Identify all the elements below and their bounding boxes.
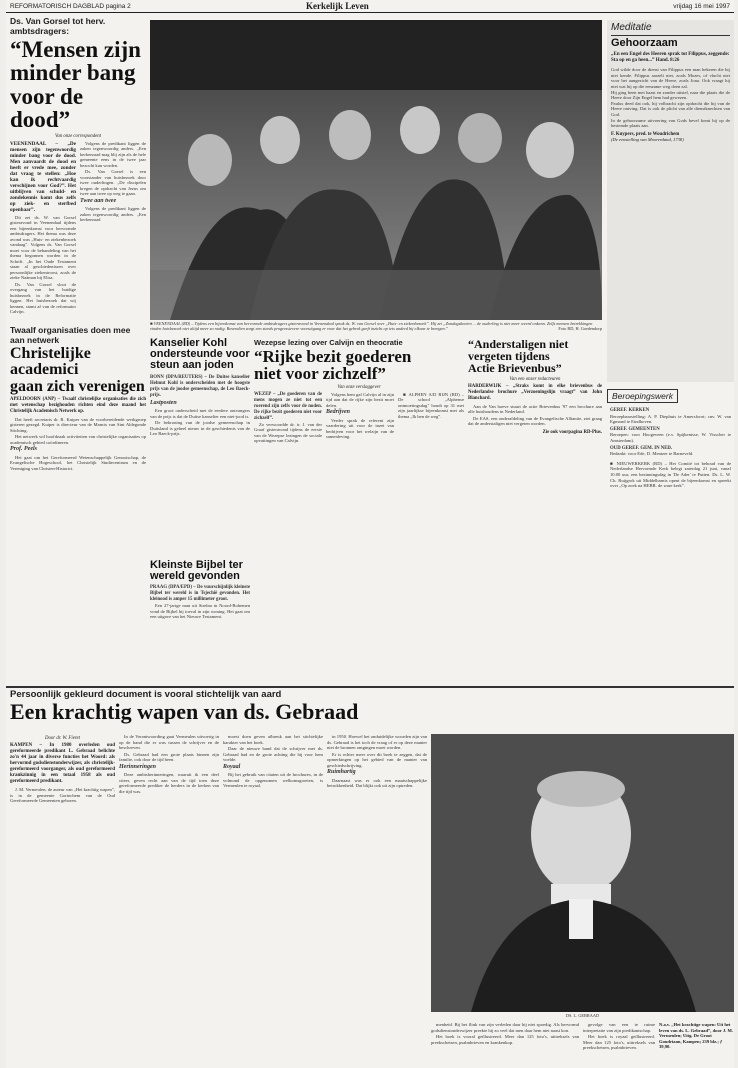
gebraad-col-5: menheid. Bij het flink van zijn verleden daar hij niet spoedig. Als hervormd godsdienstonderwijzer preekte hij zo veel dat men daar hem niet naast kon. Het boek is vooral geïllustreerd. Meer dan 125 foto's, uittreksels van preekschetsen, psalmbrieven en krankenkop. [431, 1022, 579, 1045]
gebraad-kicker: Persoonlijk gekleurd document is vooral stichtelijk van aard [10, 689, 282, 700]
lead-subheading: Twee aan twee [80, 197, 117, 204]
photo-gebraad [431, 734, 734, 1012]
alphen-brief: ■ ALPHEN A/D RIJN (RD) – De school „Alphense ontmoetingsdag” houdt op 31 mei zijn jaarlijkse bijeenkomst met als thema „Ik ben de weg”. [398, 391, 464, 419]
calvijn-article: Wezepse lezing over Calvijn en theocratie “Rijke bezit goederen niet voor zichzelf” Van onze verslaggever WEZEP – „De goederen van de mens mogen ze niet tot een roerend zijn zelfs voor de noden. De rijke bezit goederen niet voor zichzelf”. Zo verwoordde dr. ir. J. van der Graaf gisteravond tijdens de eerste van de Wezepse lezingen de sociale opvattingen van Calvijn. Volgens hem gaf Calvijn al in zijn tijd aan dat de rijke zijn bezit moet delen. Bedrijven Verder sprak de referent zijn vaardering uit voor de inzet van bedrijven voor het welzijn van de samenleving. ■ ALPHEN A/D RIJN (RD) – De school „Alphense ontmoetingsdag” houdt op 31 mei zijn jaarlijkse bijeenkomst met als thema „Ik ben de weg”. [254, 338, 464, 444]
header-date: vrijdag 16 mei 1997 [673, 3, 730, 10]
academici-kicker: Twaalf organisaties doen mee aan netwerk [10, 325, 131, 345]
kohl-headline: Kanselier Kohl ondersteunde voor steun aan joden [150, 338, 250, 372]
gebraad-col-6: gevolge van een te ruime interpretatie van zijn predikantschap. Het boek is royaal geïllustreerd. Meer dan 125 foto's, uittreksels van preekschetsen, psalmbrieven. [583, 1022, 655, 1050]
beroepingswerk: Beroepingswerk GEREF. KERKEN Beroepbaarstelling: A. P. Diephuis te Amersfoort; cnv. W. van Egmond te Eindhoven. GEREF. GEMEENTEN Beroepen: voor Hoogeveen (e.v. Spijkenisse, W. Visscher te Amsterdam). OUD GEREF. GEM. IN NED. Bedankt: voor Ede, D. Mentzer te Barneveld. ■ NIEUWERKERK (RD) – Het Comité tot behoud van de Nederlandse Hervormde Kerk belegt zaterdag 21 juni, vanaf 10.00 uur, een bezinningsdag in 'De Ader' te Putten. Ds. L. W. Ch. Ruijgrok uit Middelharnis opent de bijeenkomst en spreekt over „Op zoek na HEBR. de ware kerk”. [607, 386, 734, 682]
gebraad-headline: Een krachtig wapen van ds. Gebraad [10, 699, 359, 724]
kohl-article: Kanselier Kohl ondersteunde voor steun aan joden BONN (DPA/REUTERS) – De Duitse kanselier Helmut Kohl is onderscheiden met de hoogste prijs van de joodse gemeenschap, de Leo Baeck-prijs. Lastposten Een groot onderscheid met de eerdere ontvangers van de prijs is dat de Duitse kanselier een niet-jood is. De bekroning van de joodse gemeenschap in Duitsland is geheel nieuw in de geschiedenis van de Leo Baeck-prijs. [150, 338, 250, 437]
gebraad-col-2: In de Verantwoording gaat Vermeulen uitvoerig in op de band die er was tussen de schrijver en de beschreven. Ds. Gebraad had een grote plaats binnen zijn familie, ook door de tijd heen. Herinneringen Deze ambtsherinneringen, waaruit ik een deel citeer, geven recht aan van de tijd toen deze gereformeerde prediker de herders in de kerken van die tijd was. [119, 734, 219, 794]
academici-headline: Christelijke academici gaan zich verenigen [10, 345, 145, 395]
gebraad-heading [10, 689, 730, 731]
calvijn-headline: “Rijke bezit goederen niet voor zichzelf” [254, 347, 412, 384]
lead-intro: VEENENDAAL – „De mensen zijn tegenwoordig minder bang voor de dood. Men aanvaardt de dood en heeft er vrede mee, zonder dat vraag te stellen: „Hoe kan ik rechtvaardig verschijnen voor God?”. Het uitblijven van schuld- en zondekennis komt dus zelfs op ziek- en sterfbed openbaar”. [10, 140, 76, 213]
meditatie-source: (De eenstelling van Moorerdand, 1738) [611, 136, 684, 142]
brievenbus-headline: “Anderstaligen niet vergeten tijdens Actie Brievenbus” [468, 338, 569, 376]
photo-meeting-caption: ■ VEENENDAAL (RD) – Tijdens een bijeenkomst van hervormde ambtsdragers gisteravond in Veenendaal sprak ds. W. van Gorsel over „Huis- en ziekenbezoek”. Hij zei „Zondagskoeien ... de ouderling is niet meer weerd onkenn. Zelfs mensen betrekkingen vinden huisbezoek niet altijd meer zo nodig. Bovendien zorgt een steeds progressievere vooruitgang er voor dat het gebrek geeft inzicht op iets anderd bij elkaar te brengen.” Foto RD, H. Goedendorp [150, 321, 602, 331]
gebraad-col-1: Door dr. W. Fieret KAMPEN – In 1980 overleden oud gereformeerde predikant L. Gebraad belichte zo'n 44 jaar in diverse functies het Woord: als hervormd godsdienstonderwijzer, als christelijk-gereformeerd voorganger, als oud gereformeerd krankzinnig in een totaal 1958 als oud gereformeerd predikant. J. M. Vermeulen, de auteur van „Het krachtig wapen”, is in de gemeente Gorinchem van de Oud Gereformeerde Gemeenten geboren. [10, 736, 115, 803]
academici-article: Twaalf organisaties doen mee aan netwerk Christelijke academici gaan zich verenigen APELDOORN (ANP) – Twaalf christelijke organisaties die zich met wetenschap bezighouden richten eind deze maand het Christelijk Academisch Netwerk op. Dat heeft secretaris dr. R. Kuiper van de voorbereidende werkgroep gisteren gezegd. Kuiper is directeur van de Marnix van Sint Aldegonde Stichting. Het netwerk wil hoofdzaak activiteiten van christelijke organisaties op academisch gebied coördineren. Prof. Peels Het gaat om het Gereformeerd Wetenschappelijk Genootschap, de Evangelische Hogeschool, het Christelijk Studiecentrum en de Vereniging van Christen-Historici. [10, 325, 146, 471]
lead-byline: Van onze correspondent [55, 133, 101, 139]
photo-meeting-image [150, 20, 602, 320]
beroepingswerk-section: Beroepingswerk [607, 389, 678, 403]
calvijn-kicker: Wezepse lezing over Calvijn en theocratie [254, 338, 403, 347]
gebraad-nav: N.a.v. „Het krachtige wapen: Uit het leven van ds. L. Gebraad”, door J. M. Vermeulen; Uitg. De Groot Goudriaan, Kampen; 239 blz.; ƒ 39,90. [659, 1022, 733, 1049]
section-rule [6, 686, 734, 688]
brievenbus-article: “Anderstaligen niet vergeten tijdens Actie Brievenbus” Van een onzer redacteuren HARDERWIJK – „Straks komt in elke brievenbus de Nederlandse brochure „Verzoeningslijn vraagt” van John Blanchard. Aan de Van hoeve stuurt de actie Brievenbus '97 een brochure aan alle huishoudens in Nederland. De EAS, een onderafdeling van de Evangelische Alliantie, ziet graag dat de anderstaligen niet vergeten worden. Zie ook voorpagina RD-Plus. [468, 338, 602, 435]
newspaper-page [6, 0, 734, 1068]
meditatie-signature: F. Kuypers, pred. te Woudrichem [611, 131, 680, 137]
gebraad-col-3: moest doen geven afbreuk aan het stichtelijke karakter van het boek. Daar de nieuwe band dat de schrijver met ds. Gebraad had en de grote achting die hij voor hem voelde. Royaal Bij het gebruik van citaten uit de brochures, in de volmond de opgenomen welkomsgroeten, is Vermeulen te royaal. [223, 734, 323, 788]
gebraad-col-4: in 1950. Hoewel het onduidelijke woorden zijn van ds. Gebraad is het toch de vraag of er op deze manier niet de bronnen ontgingen moet worden. Er is echter meer over dit boek te zeggen, dat de opmerkingen op het gebied van de manier van geschiedschrijving. Ruimhartig Daarnaast was er ook een maatschappelijke betrokkenheid. Dat blijkt ook uit zijn optreden. [327, 734, 427, 788]
bijbel-article: Kleinste Bijbel ter wereld gevonden PRAAG (DPA/EPD) – De vuurschijnlijk kleinste Bijbel ter wereld is in Tsjechië gevonden. Het kleinood is amper 15 millimeter groot. Een 27-jarige man uit Strelna in Noord-Bohemen vond de Bijbel bij toeval in zijn woning. Het gaat om een uitgave van het Nieuwe Testament. [150, 560, 250, 620]
header-section: Kerkelijk Leven [306, 1, 369, 11]
lead-headline: “Mensen zijn minder bang voor de dood” [10, 37, 141, 133]
meditatie-section: Meditatie [611, 22, 652, 33]
meditatie-quote: „En een Engel des Heeren sprak tot Filippus, zeggende: Sta op en ga heen...” Hand. 8:26 [611, 52, 730, 64]
photo-credit: Foto RD, H. Goedendorp [558, 326, 602, 331]
photo-meeting [150, 20, 602, 320]
page-header [6, 0, 734, 13]
meditatie-box: Meditatie Gehoorzaam „En een Engel des Heeren sprak tot Filippus, zeggende: Sta op en ga heen...” Hand. 8:26 God wilde door de dienst van Filippus een man bekeren die hij niet kende. Filippus aarzelt niet, zoals Mozes, of vlucht niet voor het aangezicht van de Heere, zoals Jona. Ook vraagt hij niet wat hij op die eenzame weg doen zal. Hij ging heen met haast en zonder uitstel, naar die plaats die de Heere door Zijn Engel hem had gewezen. Paulus deed dat ook, hij volbracht zijn opdracht die hij van de Heere ontving. Dat is ook de plicht van alle dienstknechten van God. In de gehoorzame uitvoering van Gods bevel komt hij op de bestemde plaats aan. F. Kuypers, pred. te Woudrichem (De eenstelling van Moorerdand, 1738) [607, 20, 734, 382]
bijbel-headline: Kleinste Bijbel ter wereld gevonden [150, 560, 243, 583]
header-left: REFORMATORISCH DAGBLAD pagina 2 [10, 3, 131, 10]
lead-kicker: Ds. Van Gorsel tot herv. ambtsdragers: [10, 16, 106, 36]
nieuwerkerk-brief: ■ NIEUWERKERK (RD) – Het Comité tot behoud van de Nederlandse Hervormde Kerk belegt zaterdag 21 juni, vanaf 10.00 uur, een bezinningsdag in 'De Ader' te Putten. Ds. L. W. Ch. Ruijgrok uit Middelharnis opent de bijeenkomst en spreekt over „Op zoek na HEBR. de ware kerk”. [610, 460, 731, 489]
lead-article: Ds. Van Gorsel tot herv. ambtsdragers: “Mensen zijn minder bang voor de dood” Van onze correspondent VEENENDAAL – „De mensen zijn tegenwoordig minder bang voor de dood. Men aanvaardt de dood en heeft er vrede mee, zonder dat vraag te stellen: „Hoe kan ik rechtvaardig verschijnen voor God?”. Het uitblijven van schuld- en zondekennis komt dus zelfs op ziek- en sterfbed openbaar”. Dit zei ds. W. van Gorsel gisteravond in Veenendaal tijdens een bijeenkomst voor hervormde ambtsdragers. Het thema was deze avond was „Huis- en ziekenbezoek vandaag”. Volgens ds. Van Gorsel moet voor de behandeling van het thema begonnen worden in de Schrift. „In het Oude Testament staan al geschiedenissen over persoonlijke ziekentroost, zoals de zieke Naäman bij Elisa. Ds. Van Gorsel sloot de overgang van het huidige huisbezoek in de Reformatie liggen. Het huisbezoek dat wij kennen, stamt af van de reformator Calvijn. Volgens de predikant liggen de zaken tegenwoordig anders. „Een kerkenraad mag blij zijn als de hele gemeente eens in de twee jaar bezocht kan worden. Ds. Van Gorsel is een voorstander van huisbezoek door twee ouderlingen. „De discipelen kregen de opdracht van Jezus om twee aan twee op weg te gaan. Twee aan twee Volgens de predikant liggen de zaken tegenwoordig anders. „Een kerkenraad [10, 16, 146, 315]
photo-gebraad-caption: DS. L. GEBRAAD [565, 1013, 600, 1018]
meditatie-title: Gehoorzaam [611, 37, 678, 49]
photo-gebraad-image [431, 734, 734, 1012]
